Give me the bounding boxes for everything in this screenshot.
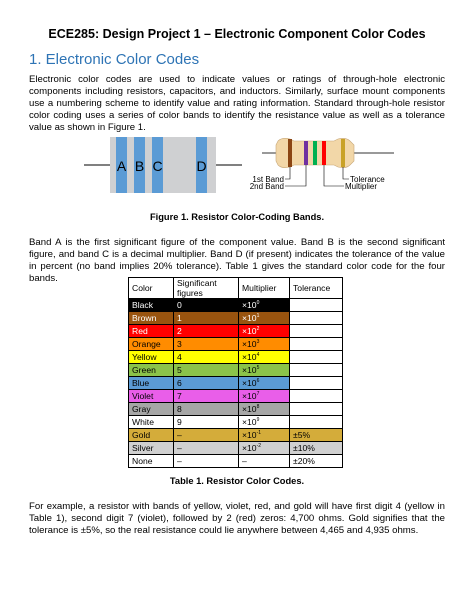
- significant-figure-cell: 7: [174, 390, 239, 403]
- multiplier-cell: [239, 351, 290, 364]
- multiplier-exponent: 3: [256, 339, 260, 346]
- band-paragraph: Band A is the first significant figure of the component value. Band B is the second significant figure, and band C is a decimal multiplier. Band D (if present) indicates the tolerance of the value in percent (no band implies 20% tolerance). Table 1 gives the standard color code for the four bands.: [29, 237, 445, 285]
- multiplier-cell: [239, 325, 290, 338]
- color-name-cell: Yellow: [129, 351, 174, 364]
- section-heading: 1. Electronic Color Codes: [29, 51, 200, 68]
- significant-figure-cell: –: [174, 455, 239, 468]
- document-title: ECE285: Design Project 1 – Electronic Component Color Codes: [48, 27, 426, 41]
- multiplier-base: ×10: [242, 404, 257, 414]
- table-row: [129, 351, 343, 364]
- table-caption: Table 1. Resistor Color Codes.: [169, 476, 305, 486]
- green-band: [313, 141, 317, 165]
- multiplier-cell: [239, 442, 290, 455]
- brown-band: [288, 139, 292, 167]
- multiplier-base: ×10: [242, 352, 257, 362]
- color-name-cell: Brown: [129, 312, 174, 325]
- multiplier-cell: [239, 364, 290, 377]
- tolerance-cell: [290, 312, 343, 325]
- table-row: [129, 429, 343, 442]
- multiplier-exponent: 0: [256, 300, 260, 307]
- multiplier-exponent: -1: [256, 430, 262, 437]
- table-row: [129, 312, 343, 325]
- significant-figure-cell: 8: [174, 403, 239, 416]
- multiplier-label: Multiplier: [345, 182, 378, 191]
- example-paragraph: For example, a resistor with bands of yellow, violet, red, and gold will have first digit 4 (yellow in Table 1), second digit 7 (violet), followed by 2 (red) zeros: 4,700 ohms. Gold signifies that the tolerance is ±5%, so the real resistance could lie anywhere between 4,465 and 4,935 ohms.: [29, 501, 445, 537]
- tolerance-cell: [290, 338, 343, 351]
- tolerance-leader: [343, 167, 349, 179]
- tolerance-cell: [290, 351, 343, 364]
- band-a-letter: A: [116, 158, 127, 174]
- tolerance-cell: ±10%: [290, 442, 343, 455]
- table-row: [129, 364, 343, 377]
- multiplier-exponent: 9: [256, 417, 260, 424]
- multiplier-base: ×10: [242, 378, 257, 388]
- table-row: [129, 325, 343, 338]
- multiplier-base: ×10: [242, 443, 257, 453]
- tolerance-cell: [290, 364, 343, 377]
- tolerance-cell: [290, 325, 343, 338]
- resistor-illustration: [249, 133, 398, 197]
- second-band-leader: [285, 165, 306, 186]
- multiplier-base: ×10: [242, 326, 257, 336]
- band-b-letter: B: [134, 158, 145, 174]
- significant-figure-cell: 1: [174, 312, 239, 325]
- tolerance-cell: ±20%: [290, 455, 343, 468]
- color-name-cell: None: [129, 455, 174, 468]
- significant-figure-cell: 2: [174, 325, 239, 338]
- multiplier-leader: [324, 165, 344, 186]
- multiplier-exponent: 2: [256, 326, 260, 333]
- tolerance-cell: [290, 403, 343, 416]
- color-name-cell: Silver: [129, 442, 174, 455]
- multiplier-cell: [239, 416, 290, 429]
- significant-figure-cell: 6: [174, 377, 239, 390]
- table-body: [129, 299, 343, 468]
- band-d-letter: D: [196, 158, 207, 174]
- second-band-label: 2nd Band: [249, 182, 284, 191]
- significant-figure-cell: 3: [174, 338, 239, 351]
- multiplier-cell: [239, 299, 290, 312]
- multiplier-base: ×10: [242, 313, 257, 323]
- multiplier-cell: [239, 377, 290, 390]
- color-name-cell: Black: [129, 299, 174, 312]
- multiplier-base: –: [242, 456, 247, 466]
- multiplier-cell: [239, 312, 290, 325]
- header-multiplier: Multiplier: [239, 278, 290, 299]
- header-tolerance: Tolerance: [290, 278, 343, 299]
- multiplier-cell: [239, 390, 290, 403]
- multiplier-cell: [239, 429, 290, 442]
- significant-figure-cell: –: [174, 442, 239, 455]
- tolerance-cell: [290, 416, 343, 429]
- table-row: [129, 442, 343, 455]
- tolerance-cell: [290, 299, 343, 312]
- significant-figure-cell: 4: [174, 351, 239, 364]
- significant-figure-cell: –: [174, 429, 239, 442]
- color-name-cell: Gray: [129, 403, 174, 416]
- figure-caption: Figure 1. Resistor Color-Coding Bands.: [149, 212, 325, 222]
- table-row: [129, 299, 343, 312]
- band-c-letter: C: [152, 158, 163, 174]
- multiplier-exponent: 6: [256, 378, 260, 385]
- multiplier-cell: [239, 403, 290, 416]
- multiplier-base: ×10: [242, 417, 257, 427]
- violet-band: [304, 141, 308, 165]
- color-name-cell: Orange: [129, 338, 174, 351]
- multiplier-base: ×10: [242, 430, 257, 440]
- multiplier-base: ×10: [242, 391, 257, 401]
- multiplier-base: ×10: [242, 300, 257, 310]
- color-name-cell: Red: [129, 325, 174, 338]
- table-row: [129, 390, 343, 403]
- multiplier-cell: [239, 338, 290, 351]
- intro-paragraph: Electronic color codes are used to indicate values or ratings of through-hole electronic components including resistors, capacitors, and inductors. Similarly, surface mount components use a numbering scheme to identify value and rating information. Standard through-hole resistor color coding uses a series of color bands to identify the resistance value as well as a tolerance value as shown in Figure 1.: [29, 74, 445, 134]
- table-row: [129, 338, 343, 351]
- significant-figure-cell: 0: [174, 299, 239, 312]
- color-name-cell: Blue: [129, 377, 174, 390]
- multiplier-exponent: 8: [256, 404, 260, 411]
- multiplier-base: ×10: [242, 339, 257, 349]
- multiplier-exponent: -2: [256, 443, 262, 450]
- multiplier-exponent: 1: [256, 313, 260, 320]
- first-band-label: 1st Band: [252, 175, 284, 184]
- gold-band: [341, 139, 345, 167]
- color-name-cell: Violet: [129, 390, 174, 403]
- header-significant-figures: Significant figures: [174, 278, 239, 299]
- header-color: Color: [129, 278, 174, 299]
- tolerance-cell: [290, 377, 343, 390]
- multiplier-exponent: 4: [256, 352, 260, 359]
- tolerance-label: Tolerance: [350, 175, 385, 184]
- table-header-row: [129, 278, 343, 299]
- significant-figure-cell: 5: [174, 364, 239, 377]
- table-row: [129, 455, 343, 468]
- color-name-cell: Green: [129, 364, 174, 377]
- color-code-table: [128, 277, 343, 468]
- tolerance-cell: [290, 390, 343, 403]
- table-row: [129, 416, 343, 429]
- table-row: [129, 377, 343, 390]
- multiplier-base: ×10: [242, 365, 257, 375]
- multiplier-exponent: 5: [256, 365, 260, 372]
- red-band: [322, 141, 326, 165]
- color-name-cell: Gold: [129, 429, 174, 442]
- tolerance-cell: ±5%: [290, 429, 343, 442]
- significant-figure-cell: 9: [174, 416, 239, 429]
- multiplier-exponent: 7: [256, 391, 260, 398]
- multiplier-cell: [239, 455, 290, 468]
- color-name-cell: White: [129, 416, 174, 429]
- first-band-leader: [285, 167, 290, 179]
- table-row: [129, 403, 343, 416]
- resistor-band-diagram: [84, 137, 244, 199]
